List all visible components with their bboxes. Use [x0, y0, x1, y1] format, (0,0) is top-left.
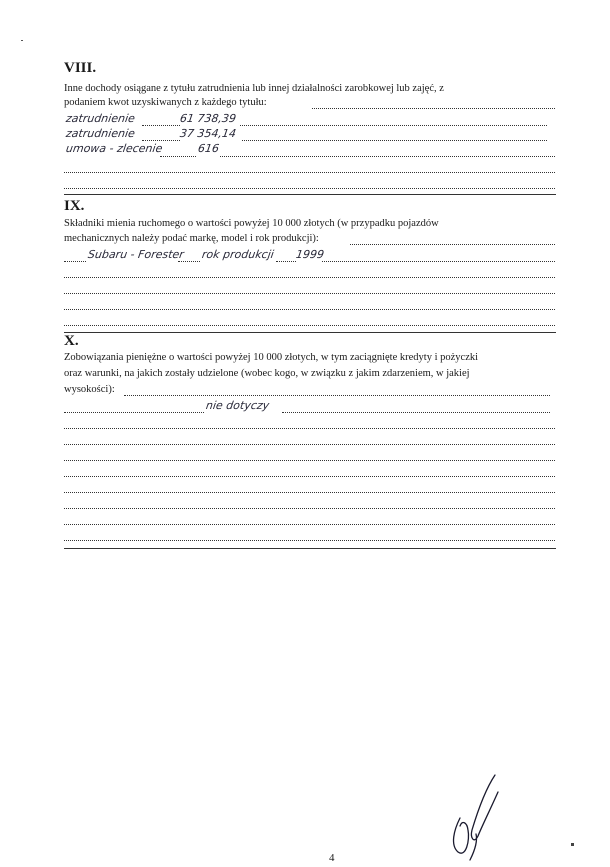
section-ix-entry-value: 1999 — [295, 248, 325, 261]
dotted-line — [64, 508, 555, 509]
scan-speck — [571, 843, 574, 846]
section-viii-heading: VIII. — [64, 60, 97, 76]
section-viii-entry-label: zatrudnienie — [65, 112, 136, 125]
section-viii-text-line2: podaniem kwot uzyskiwanych z każdego tytułu: — [64, 97, 267, 108]
dotted-line — [142, 140, 180, 141]
dotted-line — [64, 444, 555, 445]
dotted-line — [178, 261, 200, 262]
dotted-line — [142, 125, 180, 126]
dotted-line — [322, 261, 555, 262]
scan-speck — [21, 40, 23, 41]
dotted-line — [64, 172, 555, 173]
section-viii-entry-value: 61 738,39 — [179, 112, 237, 125]
section-separator — [64, 332, 556, 333]
dotted-line — [242, 140, 547, 141]
section-viii-entry-label: zatrudnienie — [65, 127, 136, 140]
dotted-line — [64, 428, 555, 429]
dotted-line — [64, 309, 555, 310]
dotted-line — [276, 261, 296, 262]
section-viii-entry-value: 37 354,14 — [179, 127, 237, 140]
dotted-line — [64, 476, 555, 477]
section-separator — [64, 548, 556, 549]
dotted-line — [240, 125, 547, 126]
section-viii-entry-value: 616 — [197, 142, 220, 155]
section-ix-entry-label: Subaru - Forester — [87, 248, 185, 261]
section-x-entry: nie dotyczy — [205, 399, 271, 412]
dotted-line — [282, 412, 550, 413]
section-x-text-line1: Zobowiązania pieniężne o wartości powyżej 10 000 złotych, w tym zaciągnięte kredyty i pożyczki — [64, 352, 479, 363]
section-ix-text-line1: Składniki mienia ruchomego o wartości powyżej 10 000 złotych (w przypadku pojazdów — [64, 218, 439, 229]
section-x-heading: X. — [64, 333, 79, 349]
section-x-text-line3: wysokości): — [64, 384, 115, 395]
section-ix-text-line2: mechanicznych należy podać markę, model i rok produkcji): — [64, 233, 319, 244]
section-ix-entry-extra: rok produkcji — [201, 248, 275, 261]
dotted-line — [312, 108, 555, 109]
section-separator — [64, 194, 556, 195]
section-x-text-line2: oraz warunki, na jakich zostały udzielone (wobec kogo, w związku z jakim zdarzeniem, w jakiej — [64, 368, 470, 379]
dotted-line — [64, 188, 555, 189]
dotted-line — [220, 156, 555, 157]
dotted-line — [64, 293, 555, 294]
dotted-line — [64, 261, 86, 262]
signature — [440, 770, 510, 865]
section-viii-text-line1: Inne dochody osiągane z tytułu zatrudnienia lub innej działalności zarobkowej lub zajęć, z — [64, 83, 444, 94]
dotted-line — [124, 395, 550, 396]
dotted-line — [64, 325, 555, 326]
section-viii-entry-label: umowa - zlecenie — [65, 142, 164, 155]
dotted-line — [64, 540, 555, 541]
dotted-line — [64, 492, 555, 493]
dotted-line — [160, 156, 196, 157]
page-number: 4 — [329, 852, 335, 864]
dotted-line — [64, 277, 555, 278]
dotted-line — [64, 412, 204, 413]
dotted-line — [64, 460, 555, 461]
dotted-line — [350, 244, 555, 245]
section-ix-heading: IX. — [64, 198, 85, 214]
dotted-line — [64, 524, 555, 525]
